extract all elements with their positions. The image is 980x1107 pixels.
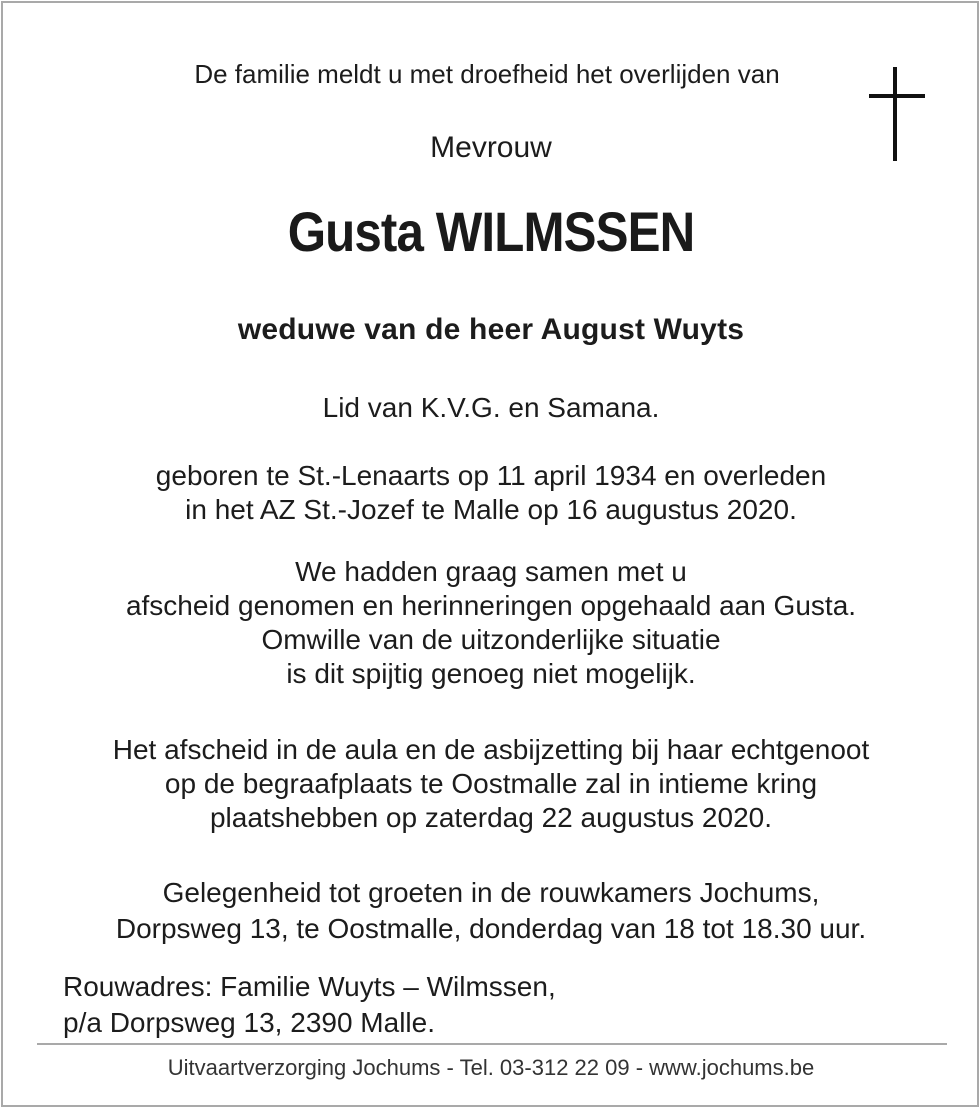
address-line: Rouwadres: Familie Wuyts – Wilmssen, xyxy=(63,971,556,1002)
honorific: Mevrouw xyxy=(430,131,552,164)
mourning-address xyxy=(63,969,556,1041)
address-line: p/a Dorpsweg 13, 2390 Malle. xyxy=(63,1007,435,1038)
intro-text: De familie meldt u met droefheid het overlijden van xyxy=(194,59,780,89)
ceremony-line: op de begraafplaats te Oostmalle zal in intieme kring xyxy=(164,768,818,799)
ceremony-line: Het afscheid in de aula en de asbijzetting bij haar echtgenoot xyxy=(112,734,870,765)
farewell-line: afscheid genomen en herinneringen opgehaald aan Gusta. xyxy=(125,590,857,621)
footer-divider xyxy=(37,1043,947,1045)
ceremony-line: plaatshebben op zaterdag 22 augustus 2020. xyxy=(209,802,772,833)
farewell-line: Omwille van de uitzonderlijke situatie xyxy=(261,624,721,655)
farewell-paragraph xyxy=(3,555,979,691)
funeral-home-footer: Uitvaartverzorging Jochums - Tel. 03-312 22 09 - www.jochums.be xyxy=(167,1055,815,1080)
farewell-line: is dit spijtig genoeg niet mogelijk. xyxy=(286,658,696,689)
birth-death-line: in het AZ St.-Jozef te Malle op 16 augustus 2020. xyxy=(185,494,797,525)
deceased-name: Gusta WILMSSEN xyxy=(287,200,695,263)
visitation-paragraph xyxy=(3,875,979,947)
visitation-line: Gelegenheid tot groeten in de rouwkamers Jochums, xyxy=(162,877,820,908)
farewell-line: We hadden graag samen met u xyxy=(295,556,687,587)
membership: Lid van K.V.G. en Samana. xyxy=(322,392,660,423)
birth-death-paragraph xyxy=(3,459,979,527)
death-notice-card xyxy=(1,1,979,1107)
ceremony-paragraph xyxy=(3,733,979,835)
visitation-line: Dorpsweg 13, te Oostmalle, donderdag van 18 tot 18.30 uur. xyxy=(115,913,867,944)
widow-of: weduwe van de heer August Wuyts xyxy=(237,313,745,346)
birth-death-line: geboren te St.-Lenaarts op 11 april 1934 en overleden xyxy=(155,460,827,491)
